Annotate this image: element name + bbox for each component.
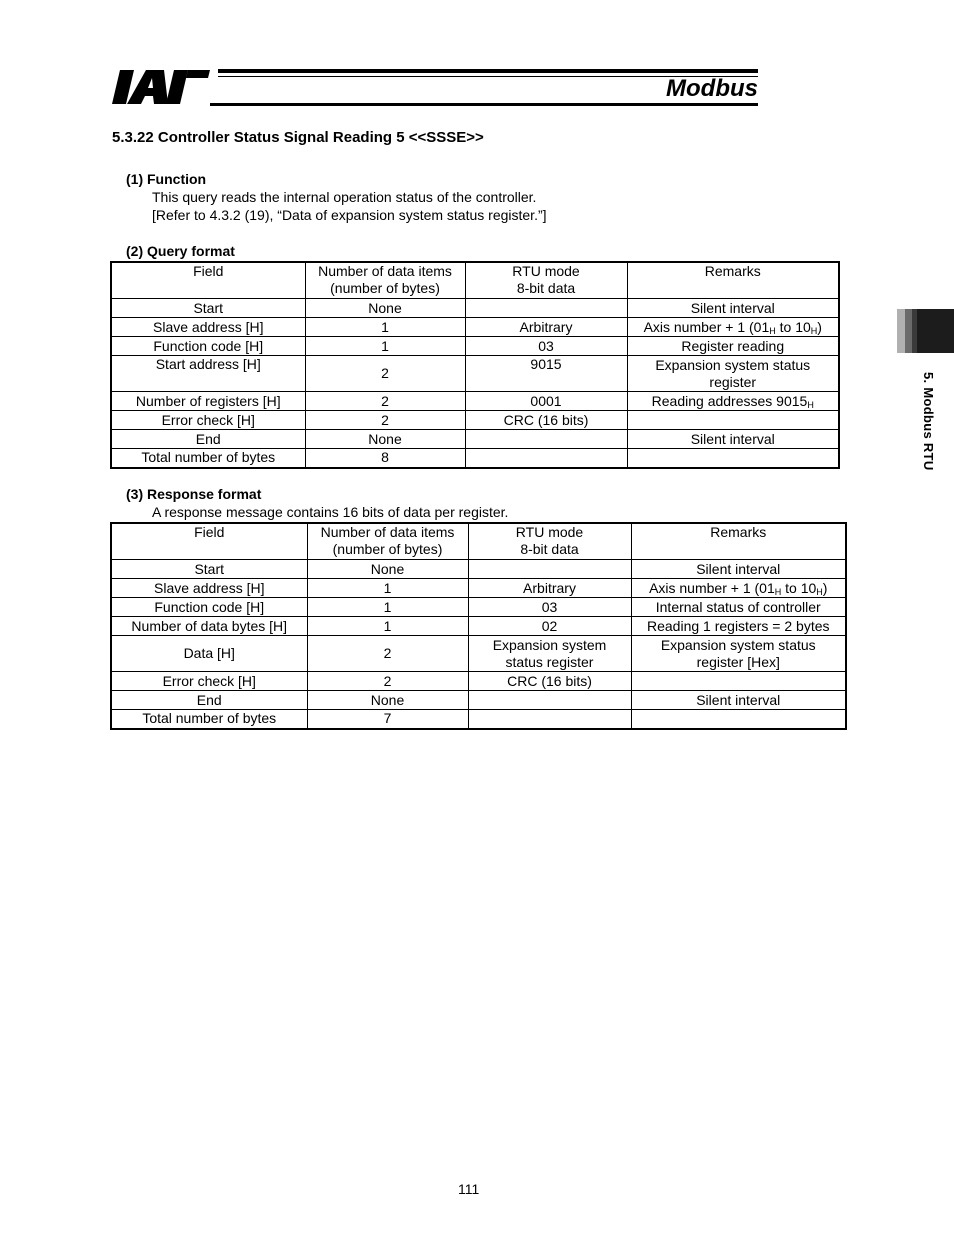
column-header-items: Number of data items (number of bytes)	[305, 262, 465, 299]
table-header-row	[111, 262, 839, 299]
table-row: End None Silent interval	[111, 691, 846, 710]
response-format-table	[110, 522, 847, 730]
iai-logo	[112, 66, 212, 108]
page-number: 111	[458, 1181, 480, 1197]
table-row: Function code [H] 1 03 Register reading	[111, 337, 839, 356]
chapter-tab	[897, 309, 954, 353]
table-row: Total number of bytes 8	[111, 449, 839, 468]
response-format-heading: (3) Response format	[126, 486, 262, 502]
table-row: End None Silent interval	[111, 430, 839, 449]
function-reference: [Refer to 4.3.2 (19), “Data of expansion system status register.”]	[152, 207, 547, 223]
response-description: A response message contains 16 bits of data per register.	[152, 504, 509, 520]
table-row: Error check [H] 2 CRC (16 bits)	[111, 672, 846, 691]
table-row: Slave address [H] 1 Arbitrary Axis number + 1 ($01_H$ to $10_H$)	[111, 579, 846, 598]
table-header-row	[111, 523, 846, 560]
table-row: Function code [H] 1 03 Internal status of controller	[111, 598, 846, 617]
table-row: Number of data bytes [H] 1 02 Reading 1 registers = 2 bytes	[111, 617, 846, 636]
table-row: Number of registers [H] 2 0001 Reading addresses $9015_H$	[111, 392, 839, 411]
table-row: Total number of bytes 7	[111, 710, 846, 729]
column-header-field: Field	[111, 262, 305, 299]
table-row: Data [H] 2 Expansion system status register Expansion system status register [Hex]	[111, 636, 846, 672]
header-title: Modbus	[666, 75, 758, 102]
table-row: Start address [H] 2 9015 Expansion system status register	[111, 356, 839, 392]
table-row: Start None Silent interval	[111, 560, 846, 579]
section-heading: 5.3.22 Controller Status Signal Reading 5 <<SSSE>>	[112, 129, 484, 146]
chapter-tab-label: 5. Modbus RTU	[921, 372, 936, 471]
column-header-rtu: RTU mode 8-bit data	[465, 262, 627, 299]
query-format-table	[110, 261, 840, 469]
function-heading: (1) Function	[126, 171, 207, 187]
column-header-remarks: Remarks	[627, 262, 839, 299]
table-row: Slave address [H] 1 Arbitrary Axis number + 1 ($01_H$ to $10_H$)	[111, 318, 839, 337]
table-row: Error check [H] 2 CRC (16 bits)	[111, 411, 839, 430]
column-header-rtu: RTU mode 8-bit data	[468, 523, 631, 560]
column-header-field: Field	[111, 523, 307, 560]
header-rule-thick	[218, 69, 758, 73]
table-row: Start None Silent interval	[111, 299, 839, 318]
column-header-remarks: Remarks	[631, 523, 846, 560]
query-format-heading: (2) Query format	[126, 243, 235, 259]
column-header-items: Number of data items (number of bytes)	[307, 523, 468, 560]
function-description: This query reads the internal operation status of the controller.	[152, 189, 537, 205]
